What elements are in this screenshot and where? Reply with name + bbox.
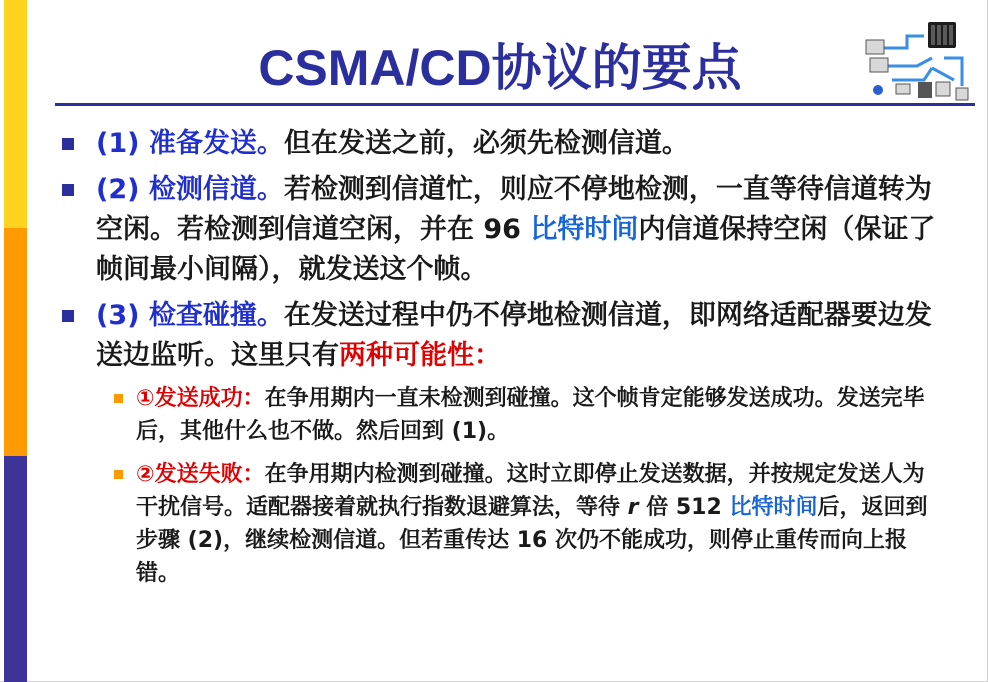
item-3-highlight: 两种可能性： [339, 340, 501, 371]
bullet-list [62, 124, 942, 600]
sub-item-2-text-b: 倍 512 [638, 495, 730, 520]
slide-title: CSMA/CD协议的要点 [258, 40, 742, 96]
list-item-2 [62, 170, 942, 290]
list-item-1 [62, 124, 942, 164]
sub-item-2-var-r: r [627, 495, 639, 520]
item-1-label: (1) 准备发送。 [96, 128, 284, 159]
sub-item-2 [114, 458, 942, 590]
side-bar-navy [4, 456, 27, 682]
bullet-small-square [114, 394, 123, 403]
side-bar-yellow [4, 0, 27, 228]
item-2-text-b: 内信道保持空闲（保证了帧间最小间隔），就发送这个帧。 [96, 214, 936, 285]
sub-item-2-label: ②发送失败： [136, 462, 265, 487]
item-3-label: (3) 检查碰撞。 [96, 300, 284, 331]
bullet-square [62, 310, 74, 322]
bullet-square [62, 184, 74, 196]
title-underline [55, 103, 975, 106]
sub-item-1-text: 在争用期内一直未检测到碰撞。这个帧肯定能够发送成功。发送完毕后，其他什么也不做。然后回到 (1)。 [136, 386, 925, 444]
item-2-label: (2) 检测信道。 [96, 174, 284, 205]
sub-item-1 [114, 382, 942, 448]
side-bar-orange [4, 228, 27, 456]
item-2-text-a: 若检测到信道忙，则应不停地检测，一直等待信道转为空闲。若检测到信道空闲，并在 96 [96, 174, 932, 245]
item-1-text: 但在发送之前，必须先检测信道。 [283, 128, 689, 159]
sub-item-2-text-c: 后，返回到步骤 (2)，继续检测信道。但若重传达 16 次仍不能成功，则停止重传而向上报错。 [136, 495, 928, 586]
bullet-small-square [114, 470, 123, 479]
item-3-text-a: 在发送过程中仍不停地检测信道，即网络适配器要边发送边监听。这里只有 [96, 300, 932, 371]
sub-item-1-label: ①发送成功： [136, 386, 265, 411]
item-2-highlight: 比特时间 [530, 214, 639, 245]
network-diagram-icon [862, 18, 972, 104]
bullet-square [62, 138, 74, 150]
sub-item-2-highlight: 比特时间 [729, 495, 818, 520]
sub-item-2-text-a: 在争用期内检测到碰撞。这时立即停止发送数据，并按规定发送人为干扰信号。适配器接着就执行指数退避算法，等待 [136, 462, 925, 520]
list-item-3 [62, 296, 942, 376]
